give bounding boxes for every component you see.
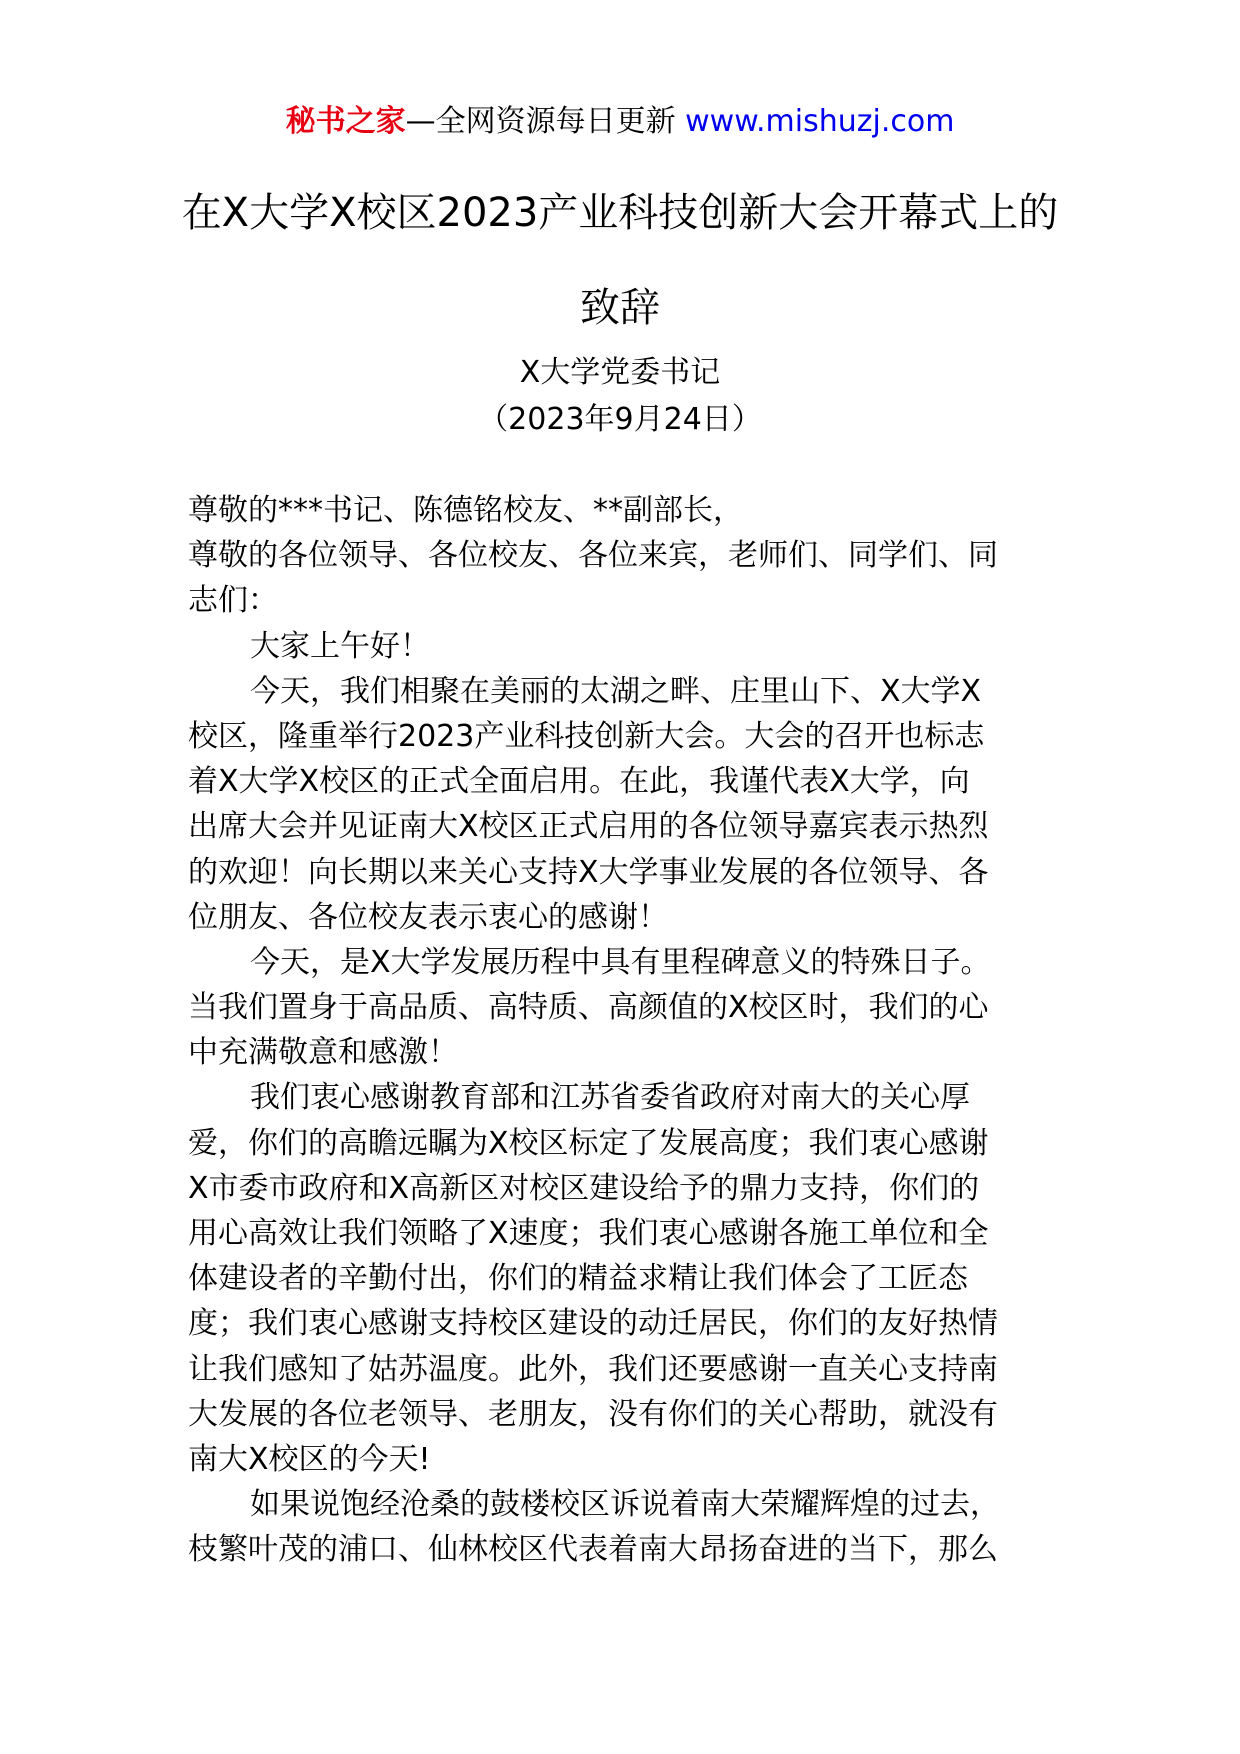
body-line: 出席大会并见证南大X校区正式启用的各位领导嘉宾表示热烈: [188, 809, 989, 845]
body-line: 着X大学X校区的正式全面启用。在此，我谨代表X大学，向: [188, 764, 970, 800]
body-line: 当我们置身于高品质、高特质、高颜值的X校区时，我们的心: [188, 990, 989, 1026]
body-line: 大发展的各位老领导、老朋友，没有你们的关心帮助，就没有: [188, 1396, 998, 1432]
body-line: 尊敬的***书记、陈德铭校友、**副部长，: [188, 493, 743, 528]
body-line: 今天，是X大学发展历程中具有里程碑意义的特殊日子。: [250, 944, 991, 980]
brand-name: 秘书之家: [285, 104, 406, 139]
body-line: X市委市政府和X高新区对校区建设给予的鼎力支持，你们的: [188, 1170, 980, 1206]
body-line: 让我们感知了姑苏温度。此外，我们还要感谢一直关心支持南: [188, 1351, 998, 1387]
body-line: 爱，你们的高瞻远瞩为X校区标定了发展高度；我们衷心感谢: [188, 1125, 989, 1161]
body-line: 大家上午好！: [250, 628, 430, 664]
document-title-line-2: 致辞: [580, 285, 660, 331]
body-line: 校区，隆重举行2023产业科技创新大会。大会的召开也标志: [188, 718, 985, 754]
document-body: [188, 488, 1060, 1573]
body-line: 中充满敬意和感激！: [188, 1035, 458, 1071]
body-line: 枝繁叶茂的浦口、仙林校区代表着南大昂扬奋进的当下，那么: [188, 1532, 998, 1568]
header-slogan: —全网资源每日更新: [405, 104, 686, 139]
body-line: 今天，我们相聚在美丽的太湖之畔、庄里山下、X大学X: [250, 673, 982, 709]
body-line: 的欢迎！向长期以来关心支持X大学事业发展的各位领导、各: [188, 854, 989, 890]
body-line: 南大X校区的今天!: [188, 1441, 431, 1477]
document-author: X大学党委书记: [519, 355, 721, 390]
body-line: 度；我们衷心感谢支持校区建设的动迁居民，你们的友好热情: [188, 1306, 998, 1342]
document-date: （2023年9月24日）: [478, 402, 762, 437]
body-line: 志们：: [188, 583, 278, 619]
body-line: 如果说饱经沧桑的鼓楼校区诉说着南大荣耀辉煌的过去，: [250, 1487, 1000, 1523]
document-title-line-1: 在X大学X校区2023产业科技创新大会开幕式上的: [181, 190, 1059, 236]
body-line: 体建设者的辛勤付出，你们的精益求精让我们体会了工匠态: [188, 1261, 968, 1297]
body-line: 位朋友、各位校友表示衷心的感谢！: [188, 899, 668, 935]
body-line: 用心高效让我们领略了X速度；我们衷心感谢各施工单位和全: [188, 1216, 989, 1251]
body-line: 我们衷心感谢教育部和江苏省委省政府对南大的关心厚: [250, 1080, 970, 1116]
site-url-link[interactable]: www.mishuzj.com: [685, 104, 955, 139]
site-header: [0, 100, 1240, 144]
body-line: 尊敬的各位领导、各位校友、各位来宾，老师们、同学们、同: [188, 538, 998, 574]
